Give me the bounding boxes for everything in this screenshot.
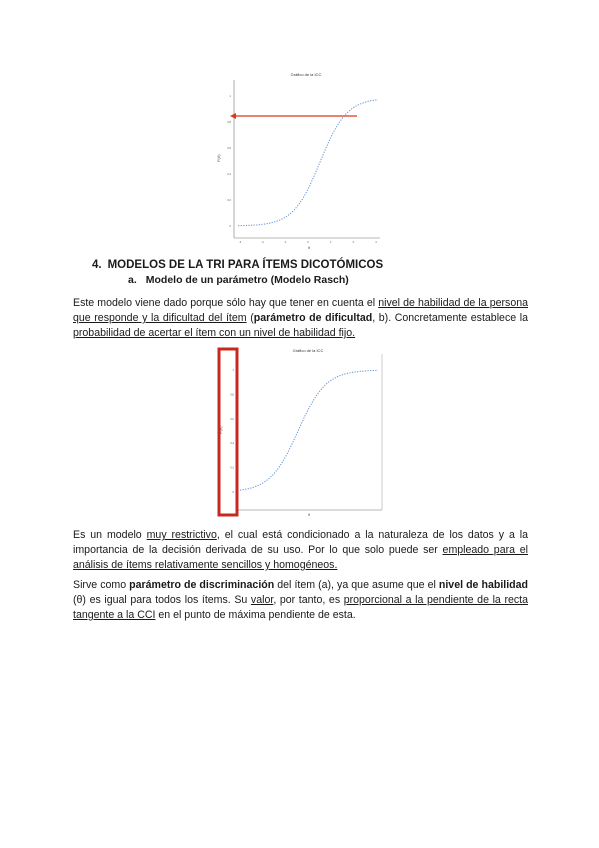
x-tick-label: 3 (375, 241, 377, 244)
y-tick-label: 1 (232, 369, 234, 372)
icc-figure-difficulty (216, 66, 384, 252)
y-tick-label: 0,4 (230, 442, 234, 446)
y-axis-label: P(θ) (218, 426, 223, 434)
difficulty-arrow-head (230, 113, 236, 119)
y-tick-label: 0 (229, 225, 231, 228)
icc-chart-1-title: Gráfico de la ICC (290, 72, 322, 77)
icc-chart-2 (216, 346, 386, 518)
icc-chart-1 (216, 66, 384, 252)
x-tick-label: 2 (352, 241, 355, 244)
underlined-text: muy restrictivo (146, 529, 217, 541)
underlined-text: empleado para el análisis de ítems relativamente sencillos y homogéneos. (73, 544, 528, 571)
icc-curve (240, 370, 378, 490)
x-axis-label: θ (308, 512, 311, 517)
icc-curve (238, 100, 378, 226)
underlined-text: proporcional a la pendiente de la recta tangente a la CCI (73, 594, 528, 621)
x-tick-labels (239, 240, 377, 244)
text-run: del ítem (a), ya que asume que el (274, 579, 439, 591)
y-tick-label: 0,4 (227, 173, 231, 176)
paragraph-model-description (73, 296, 528, 341)
x-tick-label: 1 (329, 241, 332, 244)
bold-term: parámetro de dificultad (253, 312, 373, 324)
y-tick-label: 0,2 (227, 199, 231, 202)
y-tick-label: 0,6 (227, 147, 231, 150)
x-axis-label: θ (308, 245, 311, 250)
text-run: en el punto de máxima pendiente de esta. (155, 609, 356, 621)
x-tick-label: 0 (307, 241, 309, 244)
y-tick-label: 0,2 (230, 466, 234, 470)
y-tick-label: 0,8 (230, 393, 234, 397)
subsection-heading (128, 274, 349, 286)
y-tick-label: 1 (229, 95, 231, 98)
bold-term: nivel de habilidad (438, 579, 528, 591)
text-run: (θ) es igual para todos los ítems. Su (73, 594, 251, 606)
bold-term: parámetro de discriminación (129, 579, 275, 591)
subsection-letter: a. (128, 274, 137, 286)
y-tick-labels (227, 94, 231, 228)
text-run: Este modelo viene dado porque sólo hay que tener en cuenta el (73, 297, 379, 309)
text-run: Sirve como (73, 579, 130, 591)
text-run: Es un modelo (73, 529, 147, 541)
icc-chart-2-title: Gráfico de la ICC (292, 348, 324, 353)
text-run: ( (246, 312, 254, 324)
text-run: , por tanto, es (273, 594, 344, 606)
subsection-title: Modelo de un parámetro (Modelo Rasch) (145, 274, 349, 286)
underlined-text: nivel de habilidad de la persona que responde y la dificultad del ítem (73, 297, 528, 324)
section-title: MODELOS DE LA TRI PARA ÍTEMS DICOTÓMICOS (107, 259, 384, 271)
underlined-text: probabilidad de acertar el ítem con un nivel de habilidad fijo. (73, 327, 356, 339)
text-run: , el cual está condicionado a la naturaleza de los datos y a la importancia de la decisión derivada de su uso. Por lo que solo puede ser (73, 529, 528, 556)
y-axis-label: P(θ) (216, 154, 221, 162)
paragraph-discrimination (73, 578, 528, 623)
underlined-text: valor (250, 594, 274, 606)
y-tick-label: 0,8 (227, 121, 231, 124)
paragraph-restrictive-model (73, 528, 528, 573)
section-number: 4. (92, 259, 102, 271)
y-tick-labels (230, 368, 234, 494)
icc-figure-probability (216, 346, 386, 518)
x-tick-label: -3 (238, 241, 242, 244)
y-tick-label: 0 (232, 491, 234, 494)
x-tick-label: -1 (284, 241, 287, 244)
text-run: , b). Concretamente establece la (372, 312, 528, 324)
x-tick-label: -2 (261, 241, 264, 244)
section-heading (92, 259, 383, 271)
y-tick-label: 0,6 (230, 417, 234, 421)
